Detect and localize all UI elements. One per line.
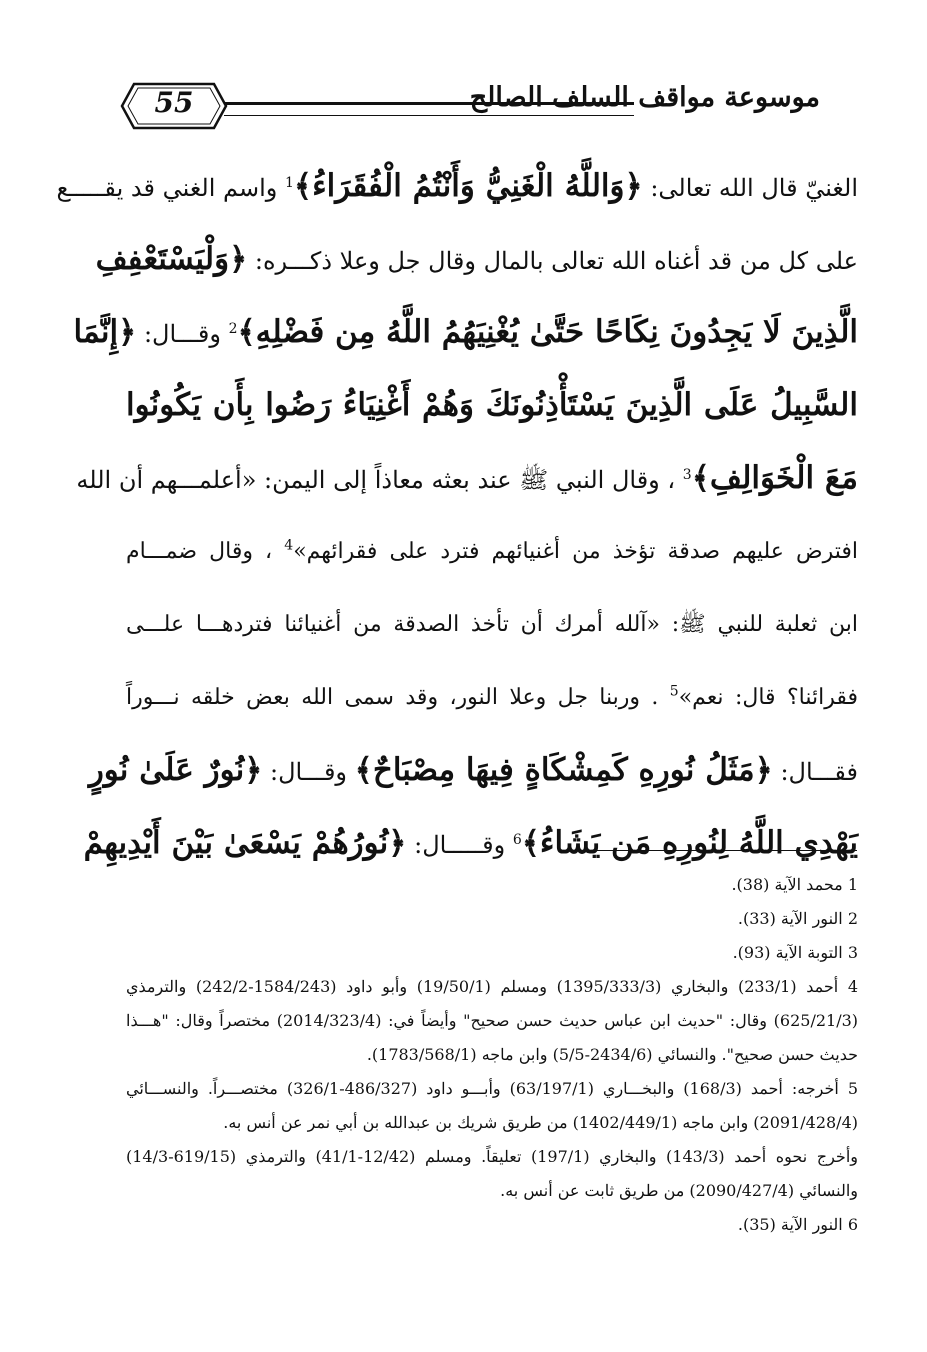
text-line-5 [76, 442, 858, 515]
main-text [56, 150, 859, 880]
quran-quote: مَعَ الْخَوَالِفِ﴾ [691, 460, 858, 496]
page-number: 55 [154, 86, 194, 119]
quran-quote: يَهْدِي اللَّهُ لِنُورِهِ مَن يَشَاءُ﴾ [521, 825, 858, 861]
footnote-line: 5 أخرجه: أحمد (168/3) والبخـــاري (63/197/1) وأبـــو داود (486/327-326/1) مختصـــراً. والنســـائي [126, 1079, 858, 1098]
footnote-ref: 3 [682, 467, 692, 483]
text-line-8 [126, 661, 858, 734]
line-text: على كل من قد أغناه الله تعالى بالمال وقال جل وعلا ذكـــره: [254, 247, 858, 275]
footnote-ref: 6 [512, 832, 522, 848]
footnote-ref: 1 [285, 175, 294, 191]
line-text: فقرائنا؟ قال: نعم» [678, 685, 858, 710]
line-text: فقـــال: [780, 758, 858, 786]
line-text: افترض عليهم صدقة تؤخذ من أغنيائهم فترد على فقرائهم» [293, 539, 859, 564]
running-title: موسوعة مواقف السلف الصالح [469, 82, 820, 113]
quran-quote: ﴿وَلْيَسْتَعْفِفِ [95, 241, 248, 277]
text-line-2 [95, 223, 858, 296]
footnote-line: 3 التوبة الآية (93). [732, 943, 858, 962]
quran-quote: السَّبِيلُ عَلَى الَّذِينَ يَسْتَأْذِنُونَكَ وَهُمْ أَغْنِيَاءُ رَضُوا بِأَن يَكُونُوا [126, 387, 858, 423]
footnote-line: والنسائي (2090/427/4) من طريق ثابت عن أنس به. [500, 1181, 858, 1200]
text-line-3 [73, 296, 858, 369]
line-text: وقـــــال: [414, 831, 506, 859]
line-text: وقـــال: [270, 758, 348, 786]
quran-quote: ﴿إِنَّمَا [73, 314, 137, 350]
quran-quote: ﴿مَثَلُ نُورِهِ كَمِشْكَاةٍ فِيهَا مِصْبَاحٌ﴾ [354, 752, 773, 788]
footnote-line: (625/21/3) وقال: "حديث ابن عباس حديث حسن صحيح" وأيضاً في: (2014/323/4) مختصراً وقال: "هـــذا [126, 1011, 858, 1030]
text-line-7 [126, 588, 858, 661]
text-line-1 [56, 150, 858, 223]
footnote-line: 6 النور الآية (35). [737, 1215, 858, 1234]
line-text: ابن ثعلبة للنبي ﷺ: «آلله أمرك أن تأخذ الصدقة من أغنيائنا فتردهـــا علـــى [126, 612, 858, 637]
line-text: وقـــال: [143, 320, 221, 348]
page-number-badge [120, 80, 228, 132]
text-line-4 [126, 369, 858, 442]
footnote-ref: 2 [228, 321, 238, 337]
text-line-9 [88, 734, 858, 807]
footnote-ref: 4 [284, 537, 294, 554]
quran-quote: ﴿نُورُهُمْ يَسْعَىٰ بَيْنَ أَيْدِيهِمْ [83, 825, 407, 861]
line-text: . وربنا جل وعلا النور، وقد سمى الله بعض خلقه نـــوراً [126, 685, 659, 710]
line-text: واسم الغني قد يقـــــع [56, 174, 278, 202]
footnote-separator [567, 850, 857, 851]
footnotes [126, 868, 858, 1242]
text-line-6 [126, 515, 858, 588]
quran-quote: الَّذِينَ لَا يَجِدُونَ نِكَاحًا حَتَّىٰ يُغْنِيَهُمُ اللَّهُ مِن فَضْلِهِ﴾ [237, 314, 858, 350]
line-text: الغنيّ قال الله تعالى: [650, 174, 858, 202]
footnote-line: 4 أحمد (233/1) والبخاري (1395/333/3) ومسلم (19/50/1) وأبو داود (1584/243-242/2) والترمذي [126, 977, 858, 996]
quran-quote: ﴿نُورٌ عَلَىٰ نُورٍ [88, 752, 263, 788]
footnote-line: وأخرج نحوه أحمد (143/3) والبخاري (197/1) تعليقاً. ومسلم (12/42-41/1) والترمذي (619/15-14/3) [126, 1147, 858, 1166]
quran-quote: ﴿وَاللَّهُ الْغَنِيُّ وَأَنْتُمُ الْفُقَرَاءُ﴾ [293, 168, 643, 204]
footnote-line: (2091/428/4) وابن ماجه (1402/449/1) من طريق شريك بن عبدالله بن أبي نمر عن أنس به. [223, 1113, 858, 1132]
footnote-ref: 5 [669, 683, 679, 700]
footnote-line: 2 النور الآية (33). [737, 909, 858, 928]
page-header [120, 76, 820, 156]
footnote-line: حديث حسن صحيح". والنسائي (2434/6-5/5) وابن ماجه (1783/568/1). [366, 1045, 858, 1064]
line-text: ، وقال النبي ﷺ عند بعثه معاذاً إلى اليمن: «أعلمـــهم أن الله [76, 466, 676, 494]
footnote-line: 1 محمد الآية (38). [731, 875, 858, 894]
line-text: ، وقال ضمـــام [126, 539, 273, 564]
